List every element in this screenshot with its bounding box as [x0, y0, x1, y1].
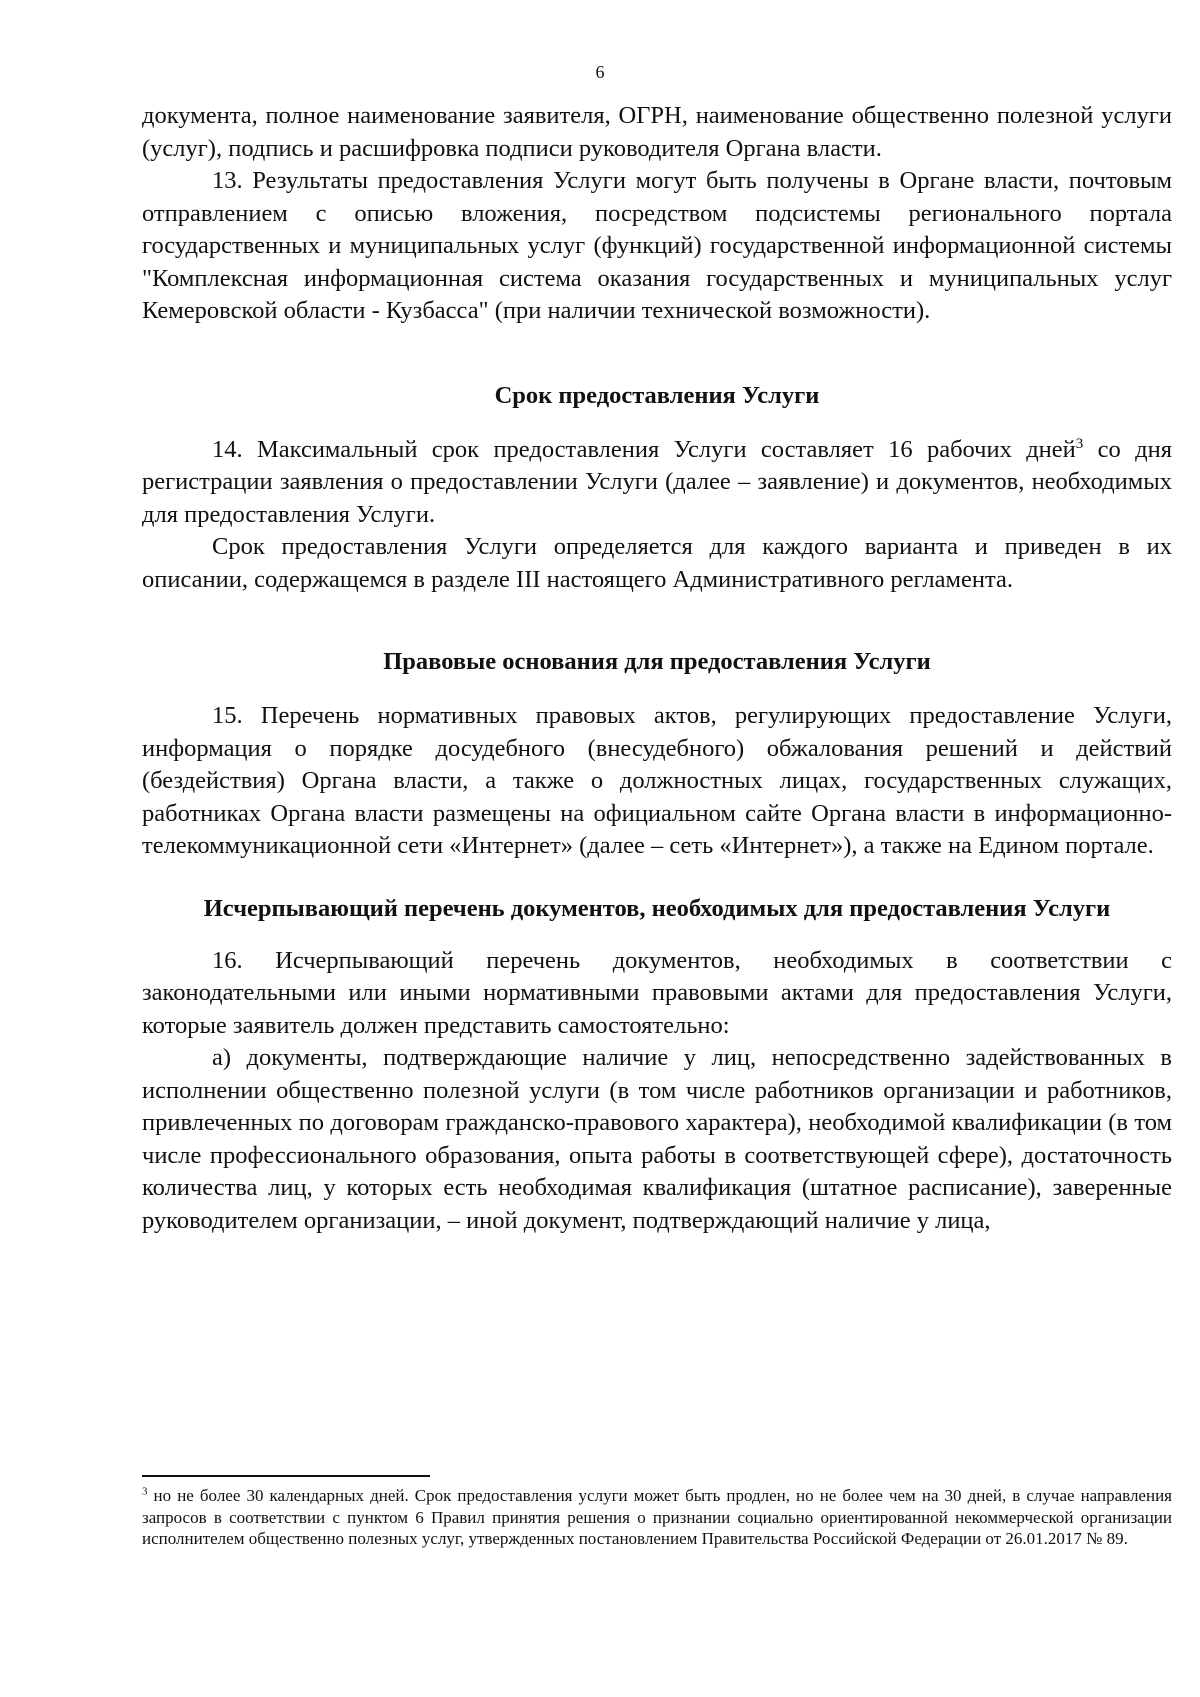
paragraph-15: 15. Перечень нормативных правовых актов, регулирующих предоставление Услуги, информация о порядке досудебного (внесудебного) обжалования решений и действий (бездействия) Органа власти, а также о должностных лицах, государственных служащих, работниках Органа власти размещены на официальном сайте Органа власти в информационно-телекоммуникационной сети «Интернет» (далее – сеть «Интернет»), а также на Едином портале.: [142, 702, 1172, 859]
paragraph-16: 16. Исчерпывающий перечень документов, необходимых в соответствии с законодательными или иными нормативными правовыми актами для предоставления Услуги, которые заявитель должен представить самостоятельно:: [142, 946, 1172, 1039]
footnote-reference: 3: [1075, 435, 1084, 452]
footnote-text: но не более 30 календарных дней. Срок предоставления услуги может быть продлен, но не более чем на 30 дней, в случае направления запросов в соответствии с пунктом 6 Правил принятия решения о признании социально ориентированной некоммерческой организации исполнителем общественно полезных услуг, утвержденных постановлением Правительства Российской Федерации от 26.01.2017 № 89.: [142, 1486, 1172, 1548]
paragraph-13: 13. Результаты предоставления Услуги могут быть получены в Органе власти, почтовым отправлением с описью вложения, посредством подсистемы регионального портала государственных и муниципальных услуг (функций) государственной информационной системы "Комплексная информационная система оказания государственных и муниципальных услуг Кемеровской области - Кузбасса" (при наличии технической возможности).: [142, 167, 1172, 324]
paragraph-14: [142, 434, 1172, 532]
paragraph-12-continuation: документа, полное наименование заявителя, ОГРН, наименование общественно полезной услуги (услуг), подпись и расшифровка подписи руководителя Органа власти.: [142, 102, 1172, 162]
heading-documents-list: Исчерпывающий перечень документов, необходимых для предоставления Услуги: [203, 894, 1111, 922]
paragraph-14-text-before: 14. Максимальный срок предоставления Услуги составляет 16 рабочих дней: [212, 435, 1076, 463]
document-body: [142, 100, 1172, 1237]
heading-legal-basis: Правовые основания для предоставления Услуги: [383, 648, 931, 675]
paragraph-14-term-definition: Срок предоставления Услуги определяется для каждого варианта и приведен в их описании, содержащемся в разделе III настоящего Административного регламента.: [142, 533, 1172, 593]
footnote-divider: [142, 1475, 430, 1477]
paragraph-16-item-a: а) документы, подтверждающие наличие у лиц, непосредственно задействованных в исполнении общественно полезной услуги (в том числе работников организации и работников, привлеченных по договорам гражданско-правового характера), необходимой квалификации (в том числе профессионального образования, опыта работы в соответствующей сфере), достаточность количества лиц, у которых есть необходимая квалификация (штатное расписание), заверенные руководителем организации, – иной документ, подтверждающий наличие у лица,: [142, 1044, 1172, 1234]
page-number: 6: [595, 62, 605, 82]
footnote-marker: 3: [142, 1485, 148, 1498]
heading-service-term: Срок предоставления Услуги: [494, 381, 820, 409]
paragraph-14-text-after: со дня регистрации заявления о предоставлении Услуги (далее – заявление) и документов, необходимых для предоставления Услуги.: [142, 435, 1172, 528]
footnote: [142, 1485, 1172, 1550]
